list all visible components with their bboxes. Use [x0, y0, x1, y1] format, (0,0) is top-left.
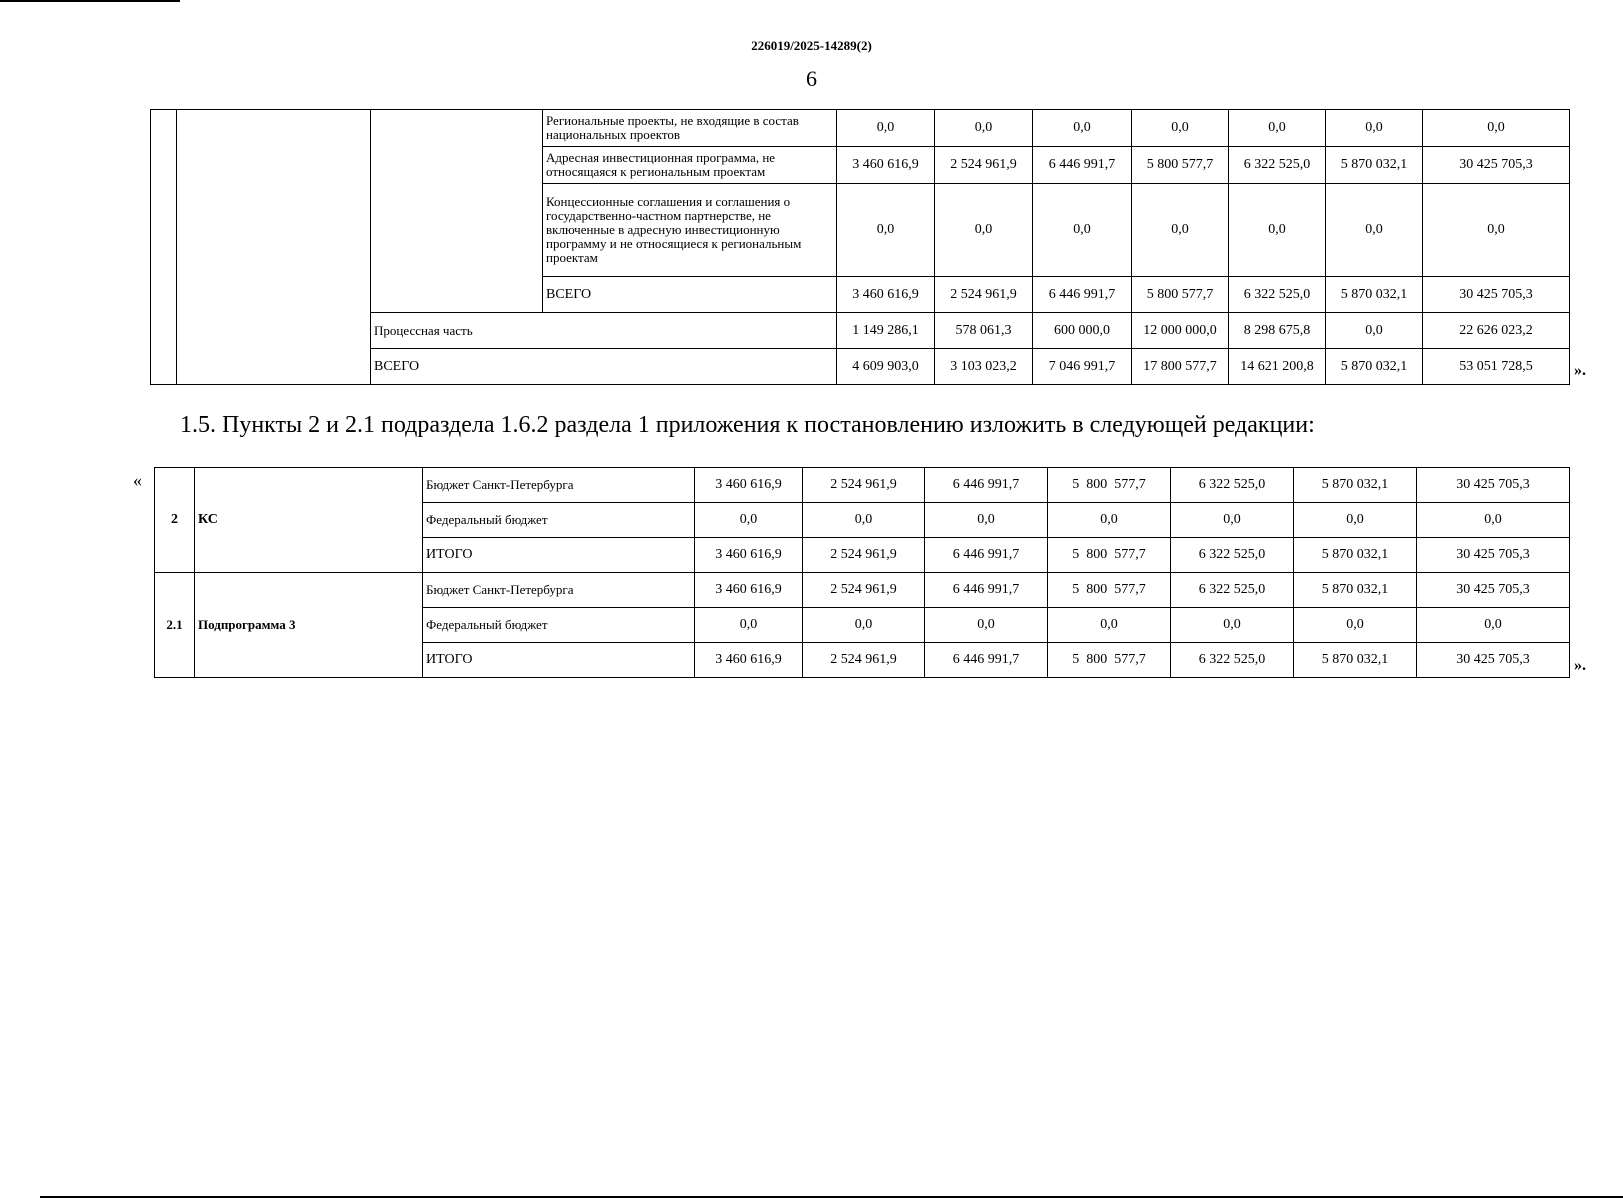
value-cell: 30 425 705,3 — [1423, 277, 1570, 313]
budget-label: Федеральный бюджет — [423, 608, 695, 643]
row-label: ВСЕГО — [371, 349, 837, 385]
value-cell: 0,0 — [925, 608, 1048, 643]
closing-quote-2: ». — [1574, 657, 1586, 674]
table-row — [151, 110, 1570, 147]
value-cell: 0,0 — [935, 184, 1033, 277]
value-cell: 0,0 — [1171, 503, 1294, 538]
budget-label: Бюджет Санкт-Петербурга — [423, 468, 695, 503]
value-cell: 0,0 — [695, 503, 803, 538]
value-cell: 6 446 991,7 — [925, 573, 1048, 608]
row-label: Процессная часть — [371, 313, 837, 349]
value-cell: 6 446 991,7 — [925, 538, 1048, 573]
value-cell: 6 446 991,7 — [925, 468, 1048, 503]
value-cell: 0,0 — [925, 503, 1048, 538]
value-cell: 0,0 — [1132, 184, 1229, 277]
subsection-table — [154, 467, 1570, 678]
value-cell: 0,0 — [1326, 110, 1423, 147]
table-row — [155, 573, 1570, 608]
value-cell: 0,0 — [1423, 184, 1570, 277]
document-id: 226019/2025-14289(2) — [751, 38, 872, 53]
value-cell: 6 446 991,7 — [925, 643, 1048, 678]
value-cell: 6 322 525,0 — [1229, 147, 1326, 184]
value-cell: 3 103 023,2 — [935, 349, 1033, 385]
value-cell: 8 298 675,8 — [1229, 313, 1326, 349]
value-cell: 0,0 — [837, 184, 935, 277]
row-name: Подпрограмма 3 — [195, 573, 423, 678]
value-cell: 2 524 961,9 — [803, 538, 925, 573]
budget-label: ИТОГО — [423, 643, 695, 678]
value-cell: 5 800 577,7 — [1132, 147, 1229, 184]
value-cell: 0,0 — [1326, 184, 1423, 277]
value-cell: 3 460 616,9 — [695, 468, 803, 503]
value-cell: 2 524 961,9 — [935, 277, 1033, 313]
value-cell: 2 524 961,9 — [803, 643, 925, 678]
value-cell: 14 621 200,8 — [1229, 349, 1326, 385]
value-cell: 5 800 577,7 — [1048, 643, 1171, 678]
funding-table-continuation — [150, 109, 1570, 385]
value-cell: 0,0 — [1326, 313, 1423, 349]
closing-quote-1: ». — [1574, 362, 1586, 379]
value-cell: 5 800 577,7 — [1048, 468, 1171, 503]
cell-empty-num — [151, 110, 177, 385]
value-cell: 30 425 705,3 — [1417, 573, 1570, 608]
value-cell: 6 446 991,7 — [1033, 147, 1132, 184]
value-cell: 0,0 — [1294, 608, 1417, 643]
value-cell: 1 149 286,1 — [837, 313, 935, 349]
value-cell: 7 046 991,7 — [1033, 349, 1132, 385]
section-heading: 1.5. Пункты 2 и 2.1 подраздела 1.6.2 раздела 1 приложения к постановлению изложить в следующей редакции: — [180, 412, 1315, 438]
value-cell: 5 870 032,1 — [1326, 277, 1423, 313]
value-cell: 22 626 023,2 — [1423, 313, 1570, 349]
value-cell: 2 524 961,9 — [803, 573, 925, 608]
row-number: 2.1 — [155, 573, 195, 678]
value-cell: 3 460 616,9 — [837, 277, 935, 313]
cell-empty-name — [177, 110, 371, 385]
value-cell: 6 322 525,0 — [1229, 277, 1326, 313]
value-cell: 5 800 577,7 — [1132, 277, 1229, 313]
value-cell: 6 322 525,0 — [1171, 468, 1294, 503]
value-cell: 5 870 032,1 — [1326, 349, 1423, 385]
value-cell: 6 322 525,0 — [1171, 538, 1294, 573]
scan-edge-bottom — [40, 1196, 1623, 1198]
value-cell: 2 524 961,9 — [935, 147, 1033, 184]
value-cell: 0,0 — [695, 608, 803, 643]
value-cell: 0,0 — [1048, 503, 1171, 538]
value-cell: 4 609 903,0 — [837, 349, 935, 385]
budget-label: Бюджет Санкт-Петербурга — [423, 573, 695, 608]
value-cell: 600 000,0 — [1033, 313, 1132, 349]
value-cell: 3 460 616,9 — [695, 538, 803, 573]
value-cell: 6 322 525,0 — [1171, 573, 1294, 608]
value-cell: 0,0 — [1423, 110, 1570, 147]
row-name: КС — [195, 468, 423, 573]
opening-quote: « — [133, 470, 142, 490]
value-cell: 0,0 — [1417, 503, 1570, 538]
value-cell: 0,0 — [1229, 110, 1326, 147]
value-cell: 5 870 032,1 — [1294, 468, 1417, 503]
value-cell: 3 460 616,9 — [695, 573, 803, 608]
value-cell: 17 800 577,7 — [1132, 349, 1229, 385]
value-cell: 5 870 032,1 — [1326, 147, 1423, 184]
value-cell: 0,0 — [935, 110, 1033, 147]
value-cell: 0,0 — [1048, 608, 1171, 643]
row-label: Региональные проекты, не входящие в состав национальных проектов — [543, 110, 837, 147]
value-cell: 0,0 — [1229, 184, 1326, 277]
value-cell: 5 870 032,1 — [1294, 573, 1417, 608]
page-number: 6 — [806, 66, 817, 91]
table-row — [155, 468, 1570, 503]
value-cell: 6 446 991,7 — [1033, 277, 1132, 313]
value-cell: 5 800 577,7 — [1048, 573, 1171, 608]
value-cell: 0,0 — [1033, 184, 1132, 277]
value-cell: 0,0 — [1033, 110, 1132, 147]
value-cell: 30 425 705,3 — [1417, 538, 1570, 573]
value-cell: 3 460 616,9 — [695, 643, 803, 678]
value-cell: 5 870 032,1 — [1294, 538, 1417, 573]
value-cell: 578 061,3 — [935, 313, 1033, 349]
scan-edge-top — [0, 0, 180, 2]
value-cell: 0,0 — [1132, 110, 1229, 147]
value-cell: 0,0 — [803, 503, 925, 538]
value-cell: 0,0 — [803, 608, 925, 643]
budget-label: Федеральный бюджет — [423, 503, 695, 538]
value-cell: 0,0 — [1294, 503, 1417, 538]
value-cell: 12 000 000,0 — [1132, 313, 1229, 349]
value-cell: 6 322 525,0 — [1171, 643, 1294, 678]
value-cell: 5 800 577,7 — [1048, 538, 1171, 573]
row-label: Концессионные соглашения и соглашения о государственно-частном партнерстве, не включенные в адресную инвестиционную программу и не относящиеся к региональным проектам — [543, 184, 837, 277]
value-cell: 5 870 032,1 — [1294, 643, 1417, 678]
row-label: ВСЕГО — [543, 277, 837, 313]
value-cell: 2 524 961,9 — [803, 468, 925, 503]
value-cell: 30 425 705,3 — [1417, 468, 1570, 503]
row-number: 2 — [155, 468, 195, 573]
value-cell: 0,0 — [1417, 608, 1570, 643]
value-cell: 3 460 616,9 — [837, 147, 935, 184]
value-cell: 30 425 705,3 — [1423, 147, 1570, 184]
budget-label: ИТОГО — [423, 538, 695, 573]
value-cell: 30 425 705,3 — [1417, 643, 1570, 678]
value-cell: 0,0 — [837, 110, 935, 147]
row-label: Адресная инвестиционная программа, не относящаяся к региональным проектам — [543, 147, 837, 184]
cell-empty-section — [371, 110, 543, 313]
value-cell: 53 051 728,5 — [1423, 349, 1570, 385]
value-cell: 0,0 — [1171, 608, 1294, 643]
